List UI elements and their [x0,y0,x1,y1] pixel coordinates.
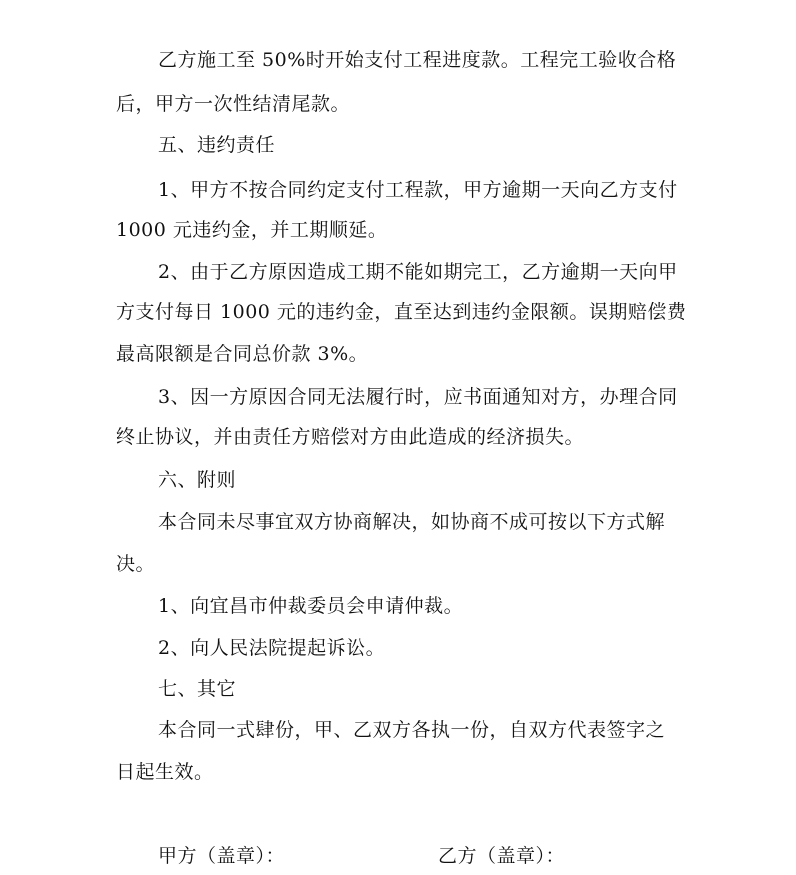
paragraph-line: 日起生效。 [116,761,214,783]
paragraph-line: 决。 [116,553,156,575]
paragraph-line: 最高限额是合同总价款 3%。 [116,343,369,365]
paragraph-line: 3、因一方原因合同无法履行时，应书面通知对方，办理合同 [158,386,678,408]
paragraph-line: 2、向人民法院提起诉讼。 [158,637,386,659]
signature-party-b: 乙方（盖章）： [438,845,566,867]
paragraph-line: 后，甲方一次性结清尾款。 [116,93,351,115]
section-heading: 七、其它 [158,678,237,700]
paragraph-line: 1、向宜昌市仲裁委员会申请仲裁。 [158,595,464,617]
section-heading: 六、附则 [158,469,237,491]
paragraph-line: 本合同未尽事宜双方协商解决，如协商不成可按以下方式解 [158,511,666,533]
paragraph-line: 乙方施工至 50%时开始支付工程进度款。工程完工验收合格 [158,49,677,71]
paragraph-line: 终止协议，并由责任方赔偿对方由此造成的经济损失。 [116,426,585,448]
paragraph-line: 1、甲方不按合同约定支付工程款，甲方逾期一天向乙方支付 [158,179,678,201]
paragraph-line: 2、由于乙方原因造成工期不能如期完工，乙方逾期一天向甲 [158,261,678,283]
section-heading: 五、违约责任 [158,134,276,156]
signature-party-a: 甲方（盖章）： [158,845,286,867]
paragraph-line: 1000 元违约金，并工期顺延。 [116,219,388,241]
paragraph-line: 本合同一式肆份，甲、乙双方各执一份，自双方代表签字之 [158,719,666,741]
paragraph-line: 方支付每日 1000 元的违约金，直至达到违约金限额。误期赔偿费 [116,301,687,323]
